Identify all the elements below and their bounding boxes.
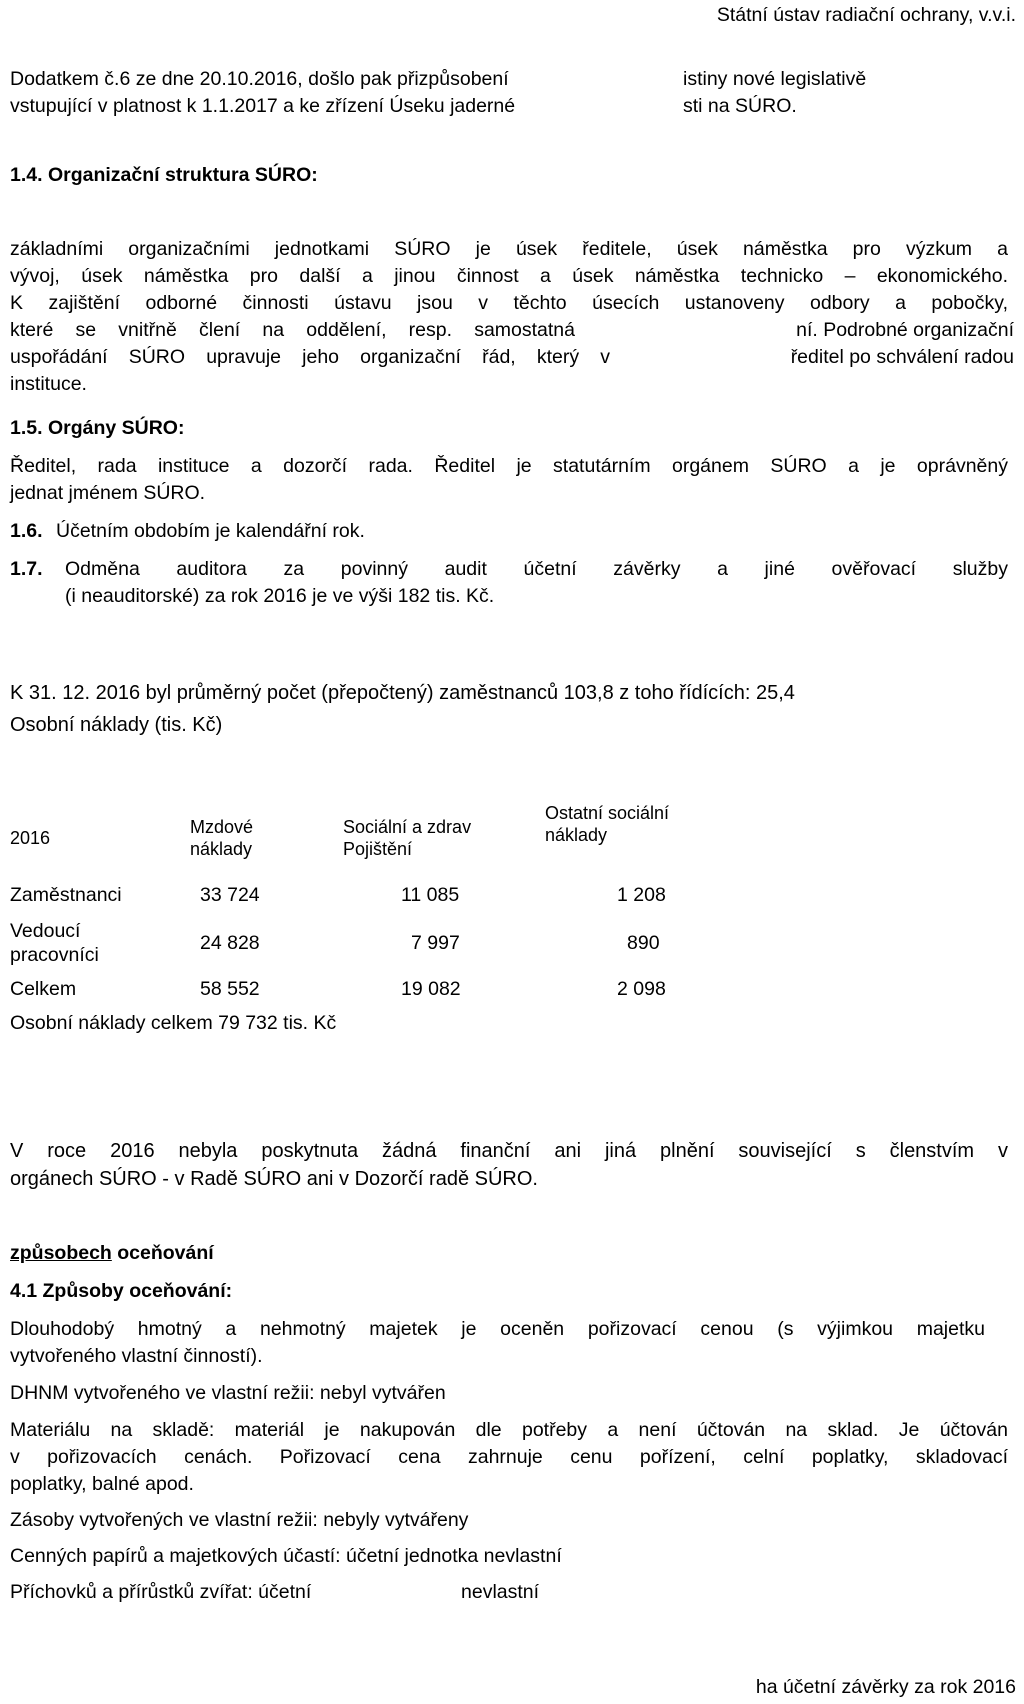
table-header-other-line-1: Ostatní sociální (545, 803, 670, 823)
valuation-line-8: Cenných papírů a majetkových účastí: účetní jednotka nevlastní (10, 1545, 562, 1567)
valuation-line-7: Zásoby vytvořených ve vlastní režii: nebyly vytvářeny (10, 1509, 469, 1531)
table-cell: 7 997 (411, 931, 460, 954)
section-1-6-text: Účetním obdobím je kalendářní rok. (56, 520, 365, 542)
table-row-label: Celkem (10, 977, 77, 1000)
s14-line-3: K zajištění odborné činnosti ústavu jsou v těchto úsecích ustanoveny odbory a pobočky, (10, 292, 1008, 314)
section-1-7-number: 1.7. (10, 558, 43, 580)
valuation-heading-underlined: způsobech (10, 1242, 112, 1264)
board-line-1: V roce 2016 nebyla poskytnuta žádná finanční ani jiná plnění související s členstvím v (10, 1140, 1008, 1162)
personnel-costs-total: Osobní náklady celkem 79 732 tis. Kč (10, 1012, 337, 1034)
table-row (10, 876, 725, 914)
table-cell: 1 208 (617, 883, 666, 906)
s14-line-1: základními organizačními jednotkami SÚRO je úsek ředitele, úsek náměstka pro výzkum a (10, 238, 1008, 260)
employee-count-line: K 31. 12. 2016 byl průměrný počet (přepočtený) zaměstnanců 103,8 z toho řídících: 25,4 (10, 682, 795, 704)
valuation-line-5: v pořizovacích cenách. Pořizovací cena zahrnuje cenu pořízení, celní poplatky, skladovací (10, 1446, 1008, 1468)
page-header-institution: Státní ústav radiační ochrany, v.v.i. (716, 4, 1016, 26)
personnel-costs-caption: Osobní náklady (tis. Kč) (10, 714, 223, 736)
table-row (10, 914, 725, 972)
board-line-2: orgánech SÚRO - v Radě SÚRO ani v Dozorčí radě SÚRO. (10, 1168, 538, 1190)
table-header-wages (190, 800, 343, 876)
intro-line-1b: istiny nové legislativě (683, 68, 867, 90)
valuation-line-9a: Příchovků a přírůstků zvířat: účetní (10, 1581, 312, 1603)
section-1-5-heading: 1.5. Orgány SÚRO: (10, 417, 185, 439)
personnel-costs-table (10, 800, 725, 1006)
s14-line-6: instituce. (10, 373, 87, 395)
table-header-row (10, 800, 725, 876)
s14-line-4a: které se vnitřně člení na oddělení, resp. samostatná (10, 319, 575, 341)
s14-line-5b: ředitel po schválení radou (790, 346, 1014, 368)
table-row-label: Zaměstnanci (10, 883, 122, 906)
intro-line-1a: Dodatkem č.6 ze dne 20.10.2016, došlo pak přizpůsobení (10, 68, 509, 90)
valuation-line-4: Materiálu na skladě: materiál je nakupován dle potřeby a není účtován na sklad. Je účtován (10, 1419, 1008, 1441)
valuation-line-2: vytvořeného vlastní činností). (10, 1345, 263, 1367)
valuation-heading-rest: oceňování (111, 1242, 214, 1264)
table-header-other-line-2: náklady (545, 825, 608, 845)
valuation-line-9b: nevlastní (461, 1581, 540, 1603)
valuation-line-6: poplatky, balné apod. (10, 1473, 194, 1495)
table-cell: 58 552 (200, 977, 260, 1000)
intro-line-2a: vstupující v platnost k 1.1.2017 a ke zřízení Úseku jaderné (10, 95, 516, 117)
valuation-line-1: Dlouhodobý hmotný a nehmotný majetek je oceněn pořizovací cenou (s výjimkou majetku (10, 1318, 985, 1340)
table-header-insurance (343, 800, 545, 876)
table-header-insurance-line-2: Pojištění (343, 839, 413, 859)
section-1-4-heading: 1.4. Organizační struktura SÚRO: (10, 164, 318, 186)
section-1-6-number: 1.6. (10, 520, 43, 542)
s15-line-1: Ředitel, rada instituce a dozorčí rada. Ředitel je statutárním orgánem SÚRO a je oprávněný (10, 455, 1008, 477)
table-row-label (10, 914, 190, 972)
table-cell: 890 (627, 931, 660, 954)
table-cell: 24 828 (200, 931, 260, 954)
table-cell: 33 724 (200, 883, 260, 906)
table-header-wages-line-2: náklady (190, 839, 253, 859)
s17-line-1: Odměna auditora za povinný audit účetní závěrky a jiné ověřovací služby (65, 558, 1008, 580)
page-footer: ha účetní závěrky za rok 2016 (755, 1676, 1016, 1698)
table-cell: 2 098 (617, 977, 666, 1000)
valuation-heading (10, 1240, 214, 1267)
table-header-other (545, 800, 725, 876)
valuation-line-3: DHNM vytvořeného ve vlastní režii: nebyl vytvářen (10, 1382, 446, 1404)
s17-line-2: (i neauditorské) za rok 2016 je ve výši 182 tis. Kč. (65, 585, 495, 607)
table-row-label-line-1: Vedoucí (10, 920, 81, 942)
intro-line-2b: sti na SÚRO. (683, 95, 797, 117)
s15-line-2: jednat jménem SÚRO. (10, 482, 206, 504)
s14-line-4b: ní. Podrobné organizační (796, 319, 1014, 341)
table-cell: 11 085 (401, 883, 460, 906)
table-row-label-line-2: pracovníci (10, 944, 99, 966)
s14-line-2: vývoj, úsek náměstka pro další a jinou činnost a úsek náměstka technicko – ekonomického. (10, 265, 1008, 287)
table-header-wages-line-1: Mzdové (190, 817, 254, 837)
valuation-subheading: 4.1 Způsoby oceňování: (10, 1280, 233, 1302)
table-header-year: 2016 (10, 828, 51, 848)
s14-line-5a: uspořádání SÚRO upravuje jeho organizační řád, který v (10, 346, 610, 368)
table-header-insurance-line-1: Sociální a zdrav (343, 817, 472, 837)
table-cell: 19 082 (401, 977, 461, 1000)
table-row (10, 972, 725, 1006)
